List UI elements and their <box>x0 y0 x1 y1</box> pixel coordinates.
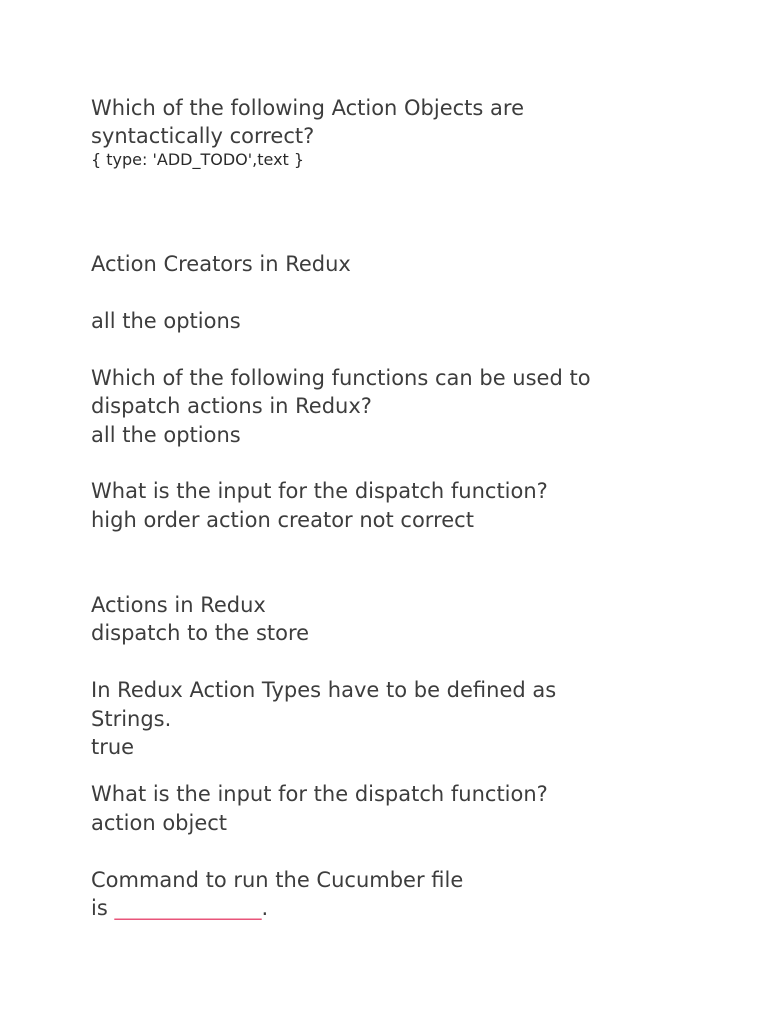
answer-prefix: is <box>91 896 115 920</box>
answer-line-with-blank <box>91 894 268 922</box>
question-line: Strings. <box>91 707 172 731</box>
answer-line: all the options <box>91 309 241 333</box>
answer-line: high order action creator not correct <box>91 508 474 532</box>
answer-line: true <box>91 735 135 759</box>
question-line: In Redux Action Types have to be defined as <box>91 678 557 702</box>
answer-suffix: . <box>261 896 269 920</box>
question-line: What is the input for the dispatch function? <box>91 479 548 503</box>
question-line: What is the input for the dispatch function? <box>91 782 548 806</box>
question-line: Actions in Redux <box>91 593 266 617</box>
question-line: Command to run the Cucumber file <box>91 868 464 892</box>
fill-in-blank: ______________ <box>114 896 262 920</box>
question-line: Which of the following functions can be used to <box>91 366 591 390</box>
question-line: dispatch actions in Redux? <box>91 394 372 418</box>
answer-line: action object <box>91 811 228 835</box>
answer-line: all the options <box>91 423 241 447</box>
answer-code: { type: 'ADD_TODO',text } <box>91 150 305 169</box>
question-line: Which of the following Action Objects are <box>91 96 524 120</box>
answer-line: dispatch to the store <box>91 621 310 645</box>
question-line: syntactically correct? <box>91 124 315 148</box>
question-line: Action Creators in Redux <box>91 252 351 276</box>
